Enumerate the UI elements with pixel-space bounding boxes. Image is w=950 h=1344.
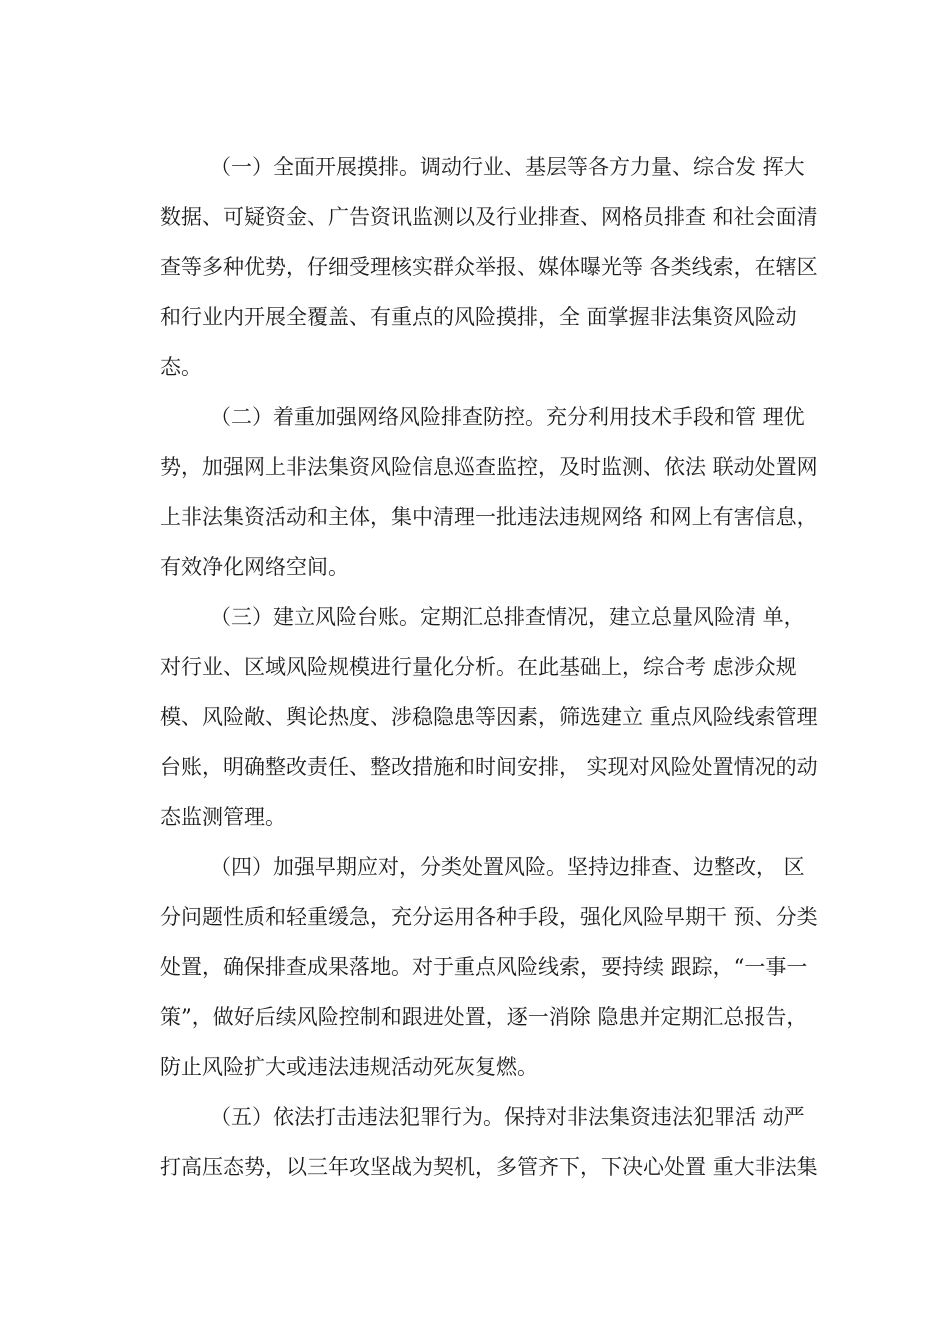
paragraph-4 <box>160 842 818 1092</box>
text-line: 对行业、区域风险规模进行量化分析。在此基础上，综合考 虑涉众规 <box>160 655 797 679</box>
text-line: 防止风险扩大或违法违规活动死灰复燃。 <box>160 1055 538 1079</box>
text-line: 处置，确保排查成果落地。对于重点风险线索，要持续 跟踪，“一事一 <box>160 955 808 979</box>
text-line: 有效净化网络空间。 <box>160 555 349 579</box>
text-line: 态。 <box>160 355 202 379</box>
text-line: （四）加强早期应对，分类处置风险。坚持边排查、边整改， 区 <box>210 855 805 879</box>
paragraph-2 <box>160 392 818 592</box>
text-line: 查等多种优势，仔细受理核实群众举报、媒体曝光等 各类线索，在辖区 <box>160 255 818 279</box>
text-line: （三）建立风险台账。定期汇总排查情况，建立总量风险清 单， <box>210 605 805 629</box>
document-body <box>160 142 818 1192</box>
paragraph-3 <box>160 592 818 842</box>
text-line: 上非法集资活动和主体，集中清理一批违法违规网络 和网上有害信息， <box>160 505 818 529</box>
text-line: 策”，做好后续风险控制和跟进处置，逐一消除 隐患并定期汇总报告， <box>160 1005 808 1029</box>
paragraph-5 <box>160 1092 818 1192</box>
text-line: 打高压态势，以三年攻坚战为契机，多管齐下，下决心处置 重大非法集 <box>160 1155 818 1179</box>
text-line: 分问题性质和轻重缓急，充分运用各种手段，强化风险早期干 预、分类 <box>160 905 818 929</box>
text-line: 台账，明确整改责任、整改措施和时间安排， 实现对风险处置情况的动 <box>160 755 818 779</box>
text-line: 和行业内开展全覆盖、有重点的风险摸排，全 面掌握非法集资风险动 <box>160 305 797 329</box>
paragraph-1 <box>160 142 818 392</box>
text-line: （五）依法打击违法犯罪行为。保持对非法集资违法犯罪活 动严 <box>210 1105 805 1129</box>
text-line: 数据、可疑资金、广告资讯监测以及行业排查、网格员排查 和社会面清 <box>160 205 818 229</box>
text-line: 势，加强网上非法集资风险信息巡查监控，及时监测、依法 联动处置网 <box>160 455 818 479</box>
text-line: （二）着重加强网络风险排查防控。充分利用技术手段和管 理优 <box>210 405 805 429</box>
text-line: 模、风险敞、舆论热度、涉稳隐患等因素，筛选建立 重点风险线索管理 <box>160 705 818 729</box>
text-line: （一）全面开展摸排。调动行业、基层等各方力量、综合发 挥大 <box>210 155 805 179</box>
text-line: 态监测管理。 <box>160 805 286 829</box>
